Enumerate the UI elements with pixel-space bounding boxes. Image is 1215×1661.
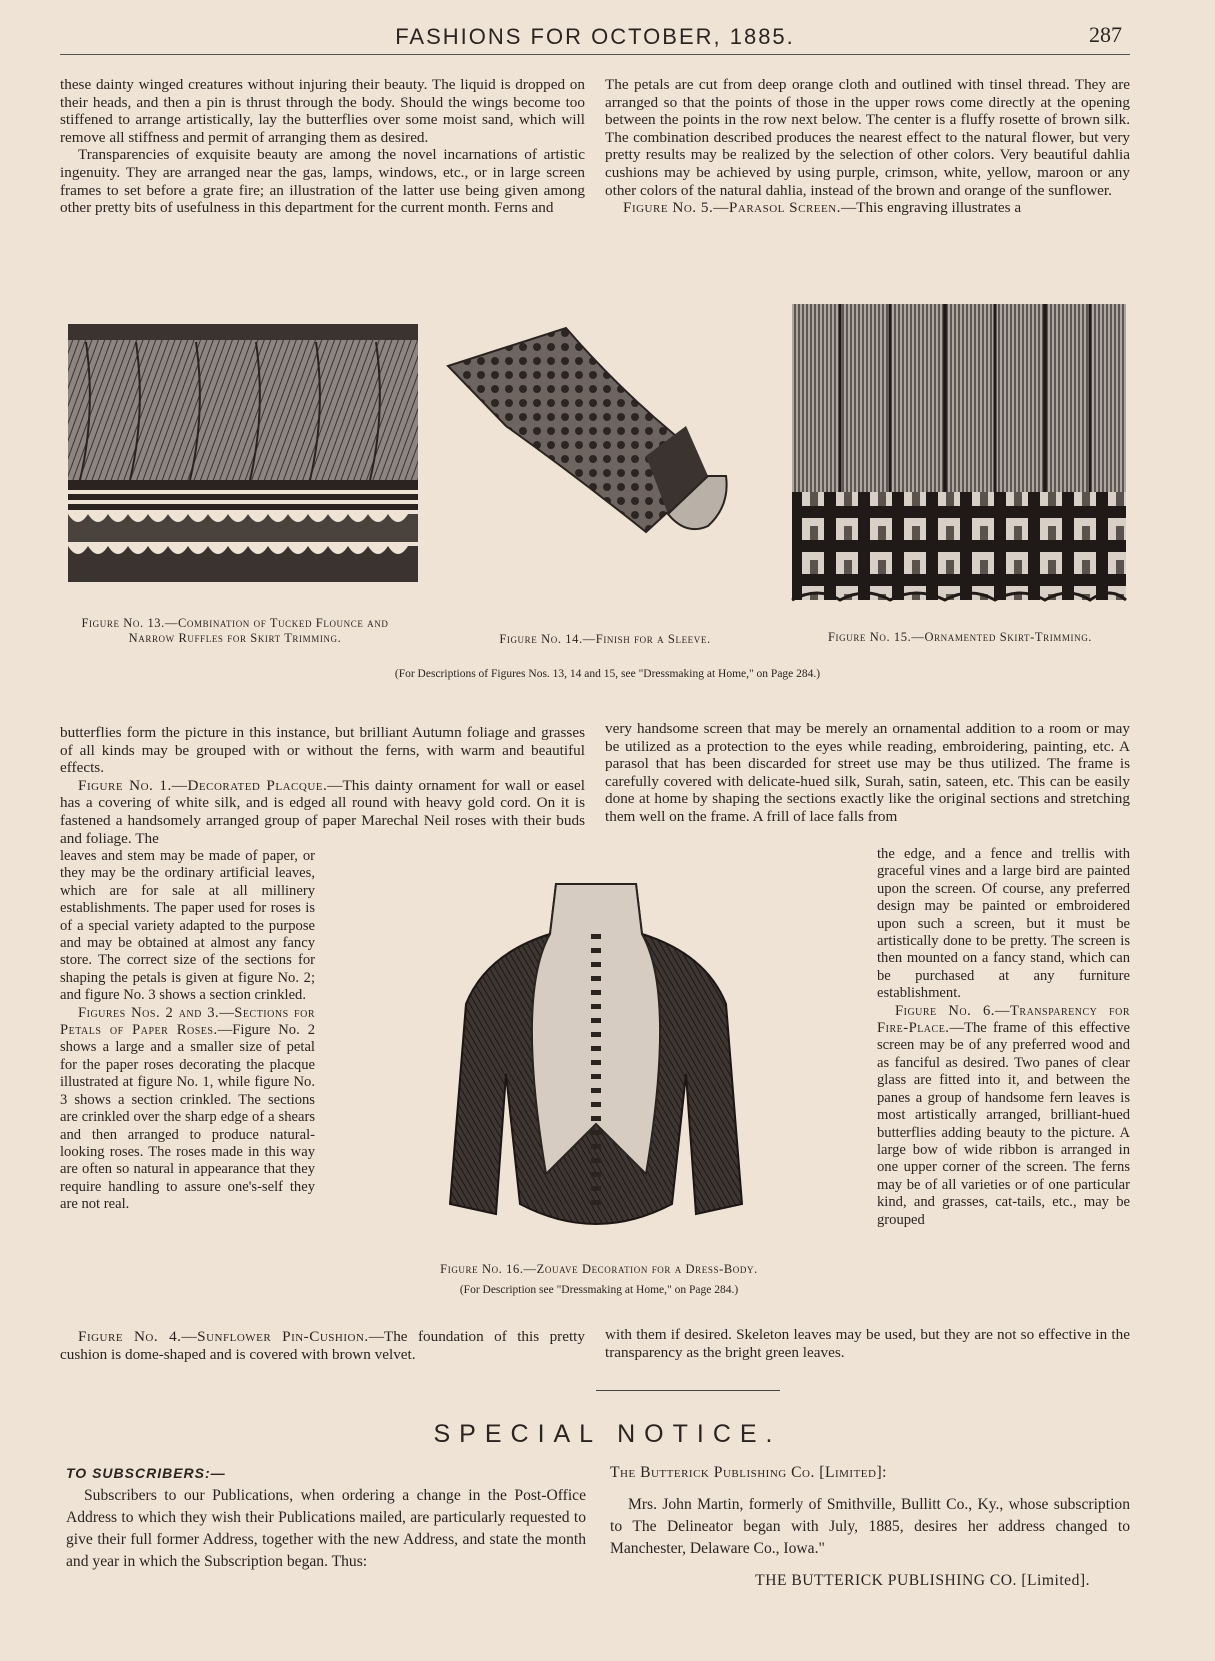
- top-left-column: [60, 76, 585, 217]
- paragraph: [605, 199, 1130, 217]
- paragraph-text: —This engraving illustrates a: [840, 199, 1022, 217]
- figure-15-illustration: [790, 302, 1128, 606]
- mid-left-narrow-column: [60, 848, 315, 1214]
- notice-right-column: [610, 1462, 1130, 1592]
- notice-left-heading: [66, 1462, 586, 1485]
- paragraph-text: —This dainty ornament for wall or easel has a covering of white silk, and is edged all round with heavy gold cord. On it is fastened a handsomely arranged group of paper Marechal Neil roses with their buds and foliage. The: [60, 776, 585, 847]
- paragraph: The petals are cut from deep orange cloth and outlined with tinsel thread. They are arranged so that the points of those in the upper rows come directly at the opening between the points in the row next below. The center is a fluffy rosette of brown silk. The combination described produces the nearest effect to the natural flower, but very pretty results may be realized by the selection of other colors. Very beautiful dahlia cushions may be achieved by using purple, crimson, white, yellow, maroon or any other colors of the natural dahlia, instead of the brown and orange of the sunflower.: [605, 76, 1130, 199]
- paragraph: Subscribers to our Publications, when ordering a change in the Post-Office Address to which they wish their Publications mailed, are particularly requested to give their full former Address, together with the new Address, and state the month and year in which the Subscription began. Thus:: [66, 1487, 586, 1570]
- figure-14-illustration: [446, 326, 732, 540]
- special-notice-title: SPECIAL NOTICE.: [433, 1420, 782, 1448]
- figure-heading: Figures Nos. 2 and 3.—Sections for Petals of Paper Roses.: [60, 1004, 315, 1039]
- fig4-paragraph: [60, 1328, 585, 1363]
- mid-left-wide-text: [60, 724, 585, 847]
- page-number: 287: [1089, 22, 1122, 47]
- mid-right-wide-text: [605, 720, 1130, 826]
- figure-15-caption: Figure No. 15.—Ornamented Skirt-Trimming.: [827, 630, 1093, 644]
- section-divider: [596, 1390, 780, 1391]
- subscribers-heading: TO SUBSCRIBERS:—: [66, 1465, 226, 1481]
- figure-heading: Figure No. 4.—Sunflower Pin-Cushion.: [78, 1328, 369, 1345]
- paragraph: [60, 1328, 585, 1363]
- paragraph: butterflies form the picture in this instance, but brilliant Autumn foliage and grasses of all kinds may be grouped with or without the ferns, with warm and beautiful effects.: [60, 724, 585, 777]
- figure-16-note: (For Description see "Dressmaking at Home," on Page 284.): [459, 1284, 739, 1296]
- notice-signature: THE BUTTERICK PUBLISHING CO. [Limited].: [755, 1572, 1090, 1589]
- figures-description-note: (For Descriptions of Figures Nos. 13, 14 and 15, see "Dressmaking at Home," on Page 284.): [394, 668, 821, 680]
- figure-heading: Figure No. 1.—Decorated Placque.: [78, 776, 328, 794]
- figure-16-illustration: [446, 874, 746, 1254]
- paragraph: these dainty winged creatures without injuring their beauty. The liquid is dropped on their heads, and then a pin is thrust through the body. Should the wings become too stiffened to arrange artistically, lay the butterflies over some moist sand, which will remove all stiffness and permit of arranging them as desired.: [60, 76, 585, 146]
- figure-14-caption: Figure No. 14.—Finish for a Sleeve.: [499, 632, 711, 646]
- paragraph: [60, 1005, 315, 1214]
- notice-left-column: [66, 1462, 586, 1573]
- figure-13-caption: Figure No. 13.—Combination of Tucked Flounce and Narrow Ruffles for Skirt Trimming.: [81, 616, 389, 645]
- figure-heading: Figure No. 5.—Parasol Screen.: [623, 199, 841, 217]
- paragraph-text: —The frame of this effective screen may be of any preferred wood and as fanciful as desired. Two panes of clear glass are fitted into it, and between the panes a group of handsome fern leaves is most artistically arranged, brilliant-hued butterflies adding beauty to the picture. A large bow of wide ribbon is arranged in one upper corner of the screen. The ferns may be of all varieties or of one particular kind, and grasses, cat-tails, etc., may be grouped: [877, 1020, 1130, 1228]
- paragraph: very handsome screen that may be merely an ornamental addition to a room or may be utilized as a protection to the eyes while reading, embroidering, painting, etc. A parasol that has been discarded for street use may be thus utilized. The frame is carefully covered with delicate-hued silk, Surah, satin, sateen, etc. This can be easily done at home by shaping the sections exactly like the original sections and stretching them well on the frame. A frill of lace falls from: [605, 720, 1130, 825]
- paragraph: with them if desired. Skeleton leaves may be used, but they are not so effective in the transparency as the bright green leaves.: [605, 1326, 1130, 1361]
- page-header: [60, 20, 1130, 55]
- paragraph-text: —Figure No. 2 shows a large and a smaller size of petal for the paper roses decorating the placque illustrated at figure No. 1, while figure No. 3 shows a section crinkled. The sections are crinkled over the sharp edge of a shears and then arranged to produce natural-looking roses. The roses made in this way are often so natural in appearance that they require handling to assure one's-self they are not real.: [60, 1022, 316, 1213]
- paragraph: [60, 777, 585, 847]
- mid-right-end-text: [605, 1326, 1130, 1361]
- notice-right-heading: The Butterick Publishing Co. [Limited]:: [610, 1464, 887, 1481]
- figure-16-caption: Figure No. 16.—Zouave Decoration for a Dress-Body.: [440, 1262, 758, 1276]
- paragraph: Transparencies of exquisite beauty are among the novel incarnations of artistic ingenuity. They are arranged near the gas, lamps, windows, etc., or in large screen frames to set before a grate fire; an illustration of the latter use being given among other pretty bits of usefulness in this department for the current month. Ferns and: [60, 146, 585, 217]
- figure-13-illustration: [66, 322, 422, 588]
- paragraph: [877, 1003, 1130, 1229]
- mid-right-narrow-column: [877, 846, 1130, 1229]
- paragraph: leaves and stem may be made of paper, or they may be the ordinary artificial leaves, which are for sale at all millinery establishments. The paper used for roses is of a special variety adapted to the purpose and may be obtained at almost any fancy store. The correct size of the sections for shaping the petals is given at figure No. 2; and figure No. 3 shows a section crinkled.: [60, 848, 315, 1004]
- page-title: FASHIONS FOR OCTOBER, 1885.: [395, 24, 795, 49]
- paragraph: Mrs. John Martin, formerly of Smithville, Bullitt Co., Ky., whose subscription to The Delineator began with July, 1885, desires her address changed to Manchester, Delaware Co., Iowa.": [610, 1496, 1130, 1557]
- figure-heading: Figure No. 6.—Transparency for Fire-Place.: [877, 1002, 1130, 1037]
- top-right-column: [605, 76, 1130, 217]
- paragraph-text: —The foundation of this pretty cushion is dome-shaped and is covered with brown velvet.: [60, 1328, 585, 1363]
- paragraph: the edge, and a fence and trellis with graceful vines and a large bird are painted upon the screen. Of course, any preferred design may be painted or embroidered upon such a screen, but it must be artistically done to be pretty. The screen is then mounted on a fancy stand, which can be purchased at any furniture establishment.: [877, 846, 1130, 1002]
